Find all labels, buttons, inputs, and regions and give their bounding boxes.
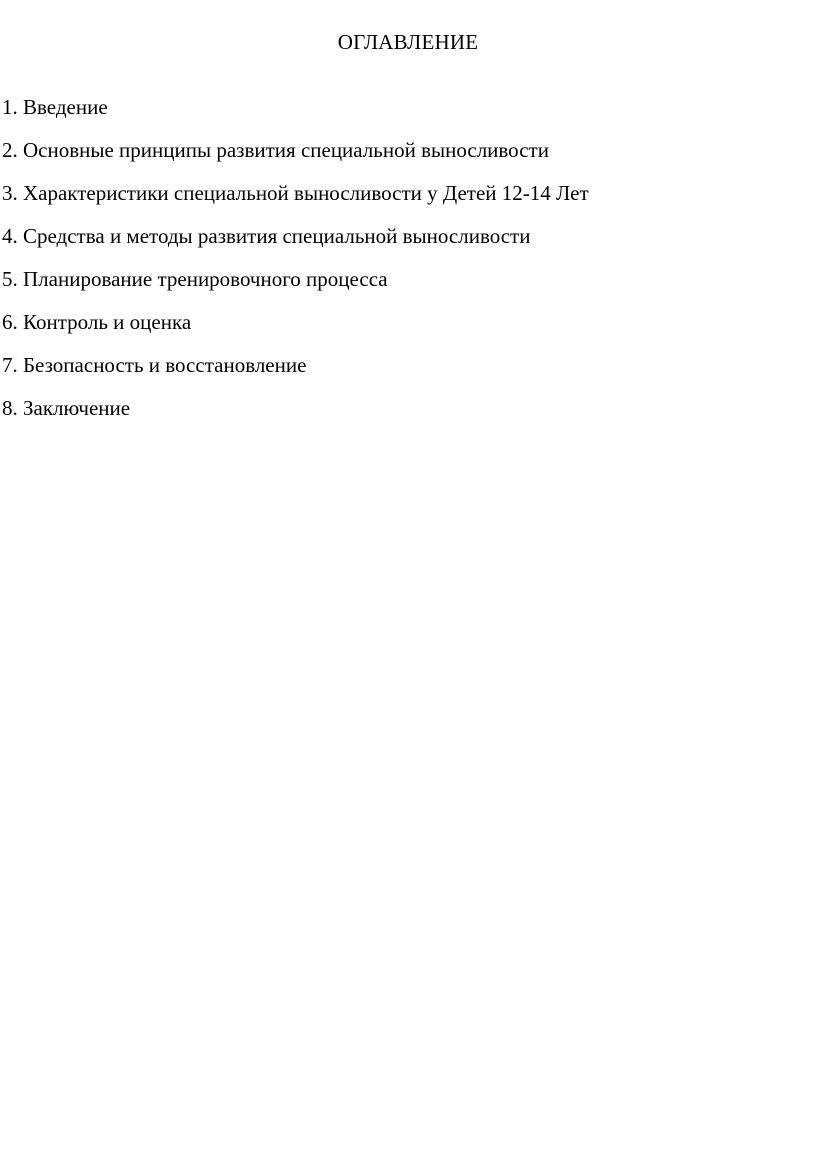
toc-item-means-methods: 4. Средства и методы развития специальной выносливости bbox=[2, 224, 531, 248]
toc-item-control: 6. Контроль и оценка bbox=[2, 310, 192, 334]
table-of-contents bbox=[2, 94, 589, 438]
toc-item-principles: 2. Основные принципы развития специальной выносливости bbox=[2, 138, 549, 162]
toc-item-conclusion: 8. Заключение bbox=[2, 396, 131, 420]
toc-item-characteristics: 3. Характеристики специальной выносливости у Детей 12-14 Лет bbox=[2, 181, 589, 205]
toc-item-introduction: 1. Введение bbox=[2, 95, 108, 119]
toc-item-planning: 5. Планирование тренировочного процесса bbox=[2, 267, 388, 291]
page-title: ОГЛАВЛЕНИЕ bbox=[337, 30, 479, 54]
toc-item-safety: 7. Безопасность и восстановление bbox=[2, 353, 307, 377]
